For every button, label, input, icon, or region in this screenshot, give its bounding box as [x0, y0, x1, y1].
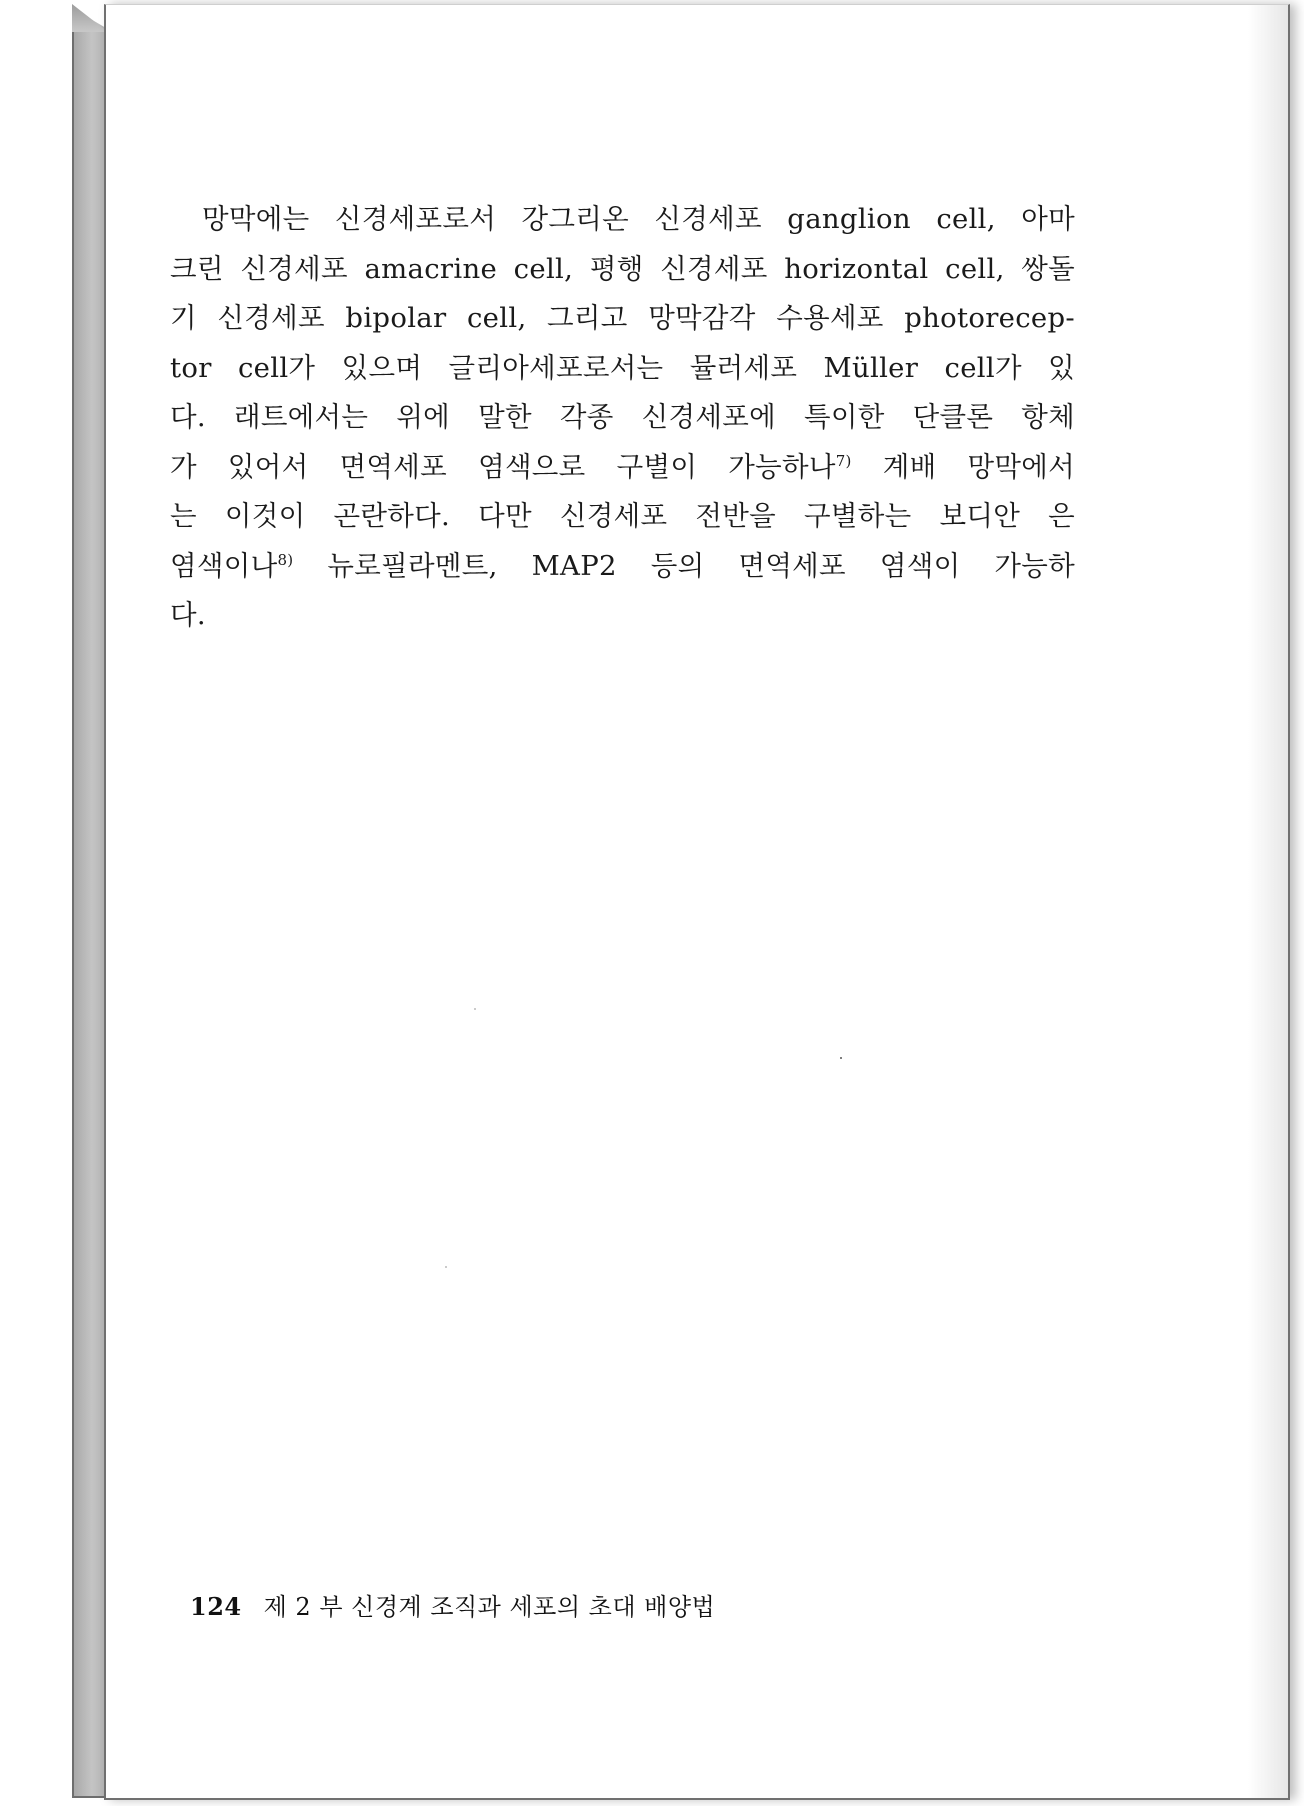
book-spine [72, 8, 106, 1798]
text-line-5: 다. 래트에서는 위에 말한 각종 신경세포에 특이한 단클론 항체 [170, 401, 1075, 433]
text-line-6 [170, 443, 1075, 493]
page-footer [190, 1587, 715, 1622]
text-line-9: 다. [170, 599, 206, 631]
text-line-3: 기 신경세포 bipolar cell, 그리고 망막감각 수용세포 photorecep- [170, 302, 1075, 334]
text-line-6-tail: 계배 망막에서 [851, 450, 1075, 483]
running-head: 제 2 부 신경계 조직과 세포의 초대 배양법 [263, 1593, 716, 1621]
body-paragraph [170, 195, 1075, 641]
scan-speck [474, 1008, 476, 1010]
text-line-7: 는 이것이 곤란하다. 다만 신경세포 전반을 구별하는 보디안 은 [170, 500, 1075, 532]
footnote-ref-8: 8) [277, 550, 294, 569]
text-line-1: 망막에는 신경세포로서 강그리온 신경세포 ganglion cell, 아마 [202, 203, 1075, 235]
text-line-8-tail: 뉴로필라멘트, MAP2 등의 면역세포 염색이 가능하 [293, 549, 1075, 582]
page-edge-shadow [1248, 5, 1288, 1798]
text-line-4: tor cell가 있으며 글리아세포로서는 뮬러세포 Müller cell가 있 [170, 351, 1075, 384]
book-spine-top [72, 4, 108, 32]
scan-speck [445, 1266, 447, 1268]
footnote-ref-7: 7) [835, 451, 852, 470]
page-number: 124 [190, 1592, 242, 1621]
text-line-2: 크린 신경세포 amacrine cell, 평행 신경세포 horizontal cell, 쌍돌 [170, 252, 1075, 285]
scan-speck [840, 1057, 842, 1059]
text-line-6-main: 가 있어서 면역세포 염색으로 구별이 가능하나 [170, 450, 836, 483]
text-line-8-main: 염색이나 [170, 549, 278, 582]
text-line-8 [170, 542, 1075, 592]
